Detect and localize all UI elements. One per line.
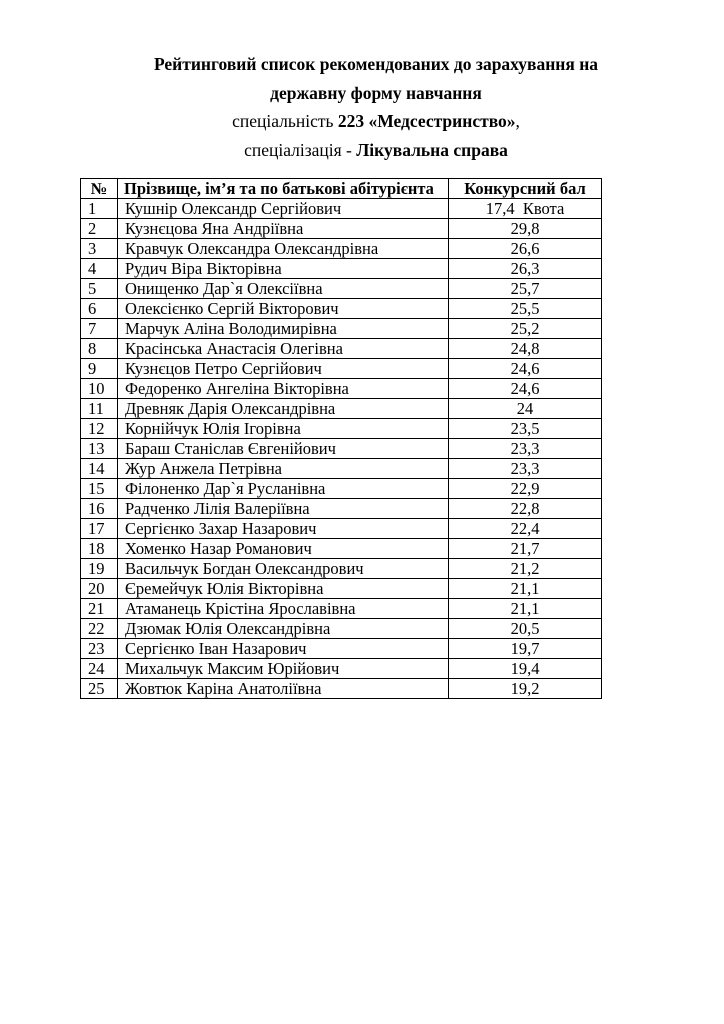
row-number: 14 bbox=[81, 459, 118, 479]
applicant-name: Атаманець Крістіна Ярославівна bbox=[118, 599, 449, 619]
table-row bbox=[81, 579, 602, 599]
row-number: 19 bbox=[81, 559, 118, 579]
row-number: 7 bbox=[81, 319, 118, 339]
competition-score: 22,4 bbox=[449, 519, 602, 539]
competition-score: 25,7 bbox=[449, 279, 602, 299]
applicant-name: Філоненко Дар`я Русланівна bbox=[118, 479, 449, 499]
table-header-row bbox=[81, 179, 602, 199]
table-row bbox=[81, 339, 602, 359]
applicant-name: Онищенко Дар`я Олексіївна bbox=[118, 279, 449, 299]
applicant-name: Жур Анжела Петрівна bbox=[118, 459, 449, 479]
applicant-name: Федоренко Ангеліна Вікторівна bbox=[118, 379, 449, 399]
table-row bbox=[81, 379, 602, 399]
applicant-name: Сергієнко Іван Назарович bbox=[118, 639, 449, 659]
table-row bbox=[81, 559, 602, 579]
applicant-name: Михальчук Максим Юрійович bbox=[118, 659, 449, 679]
title-line-3 bbox=[80, 107, 672, 136]
table-row bbox=[81, 519, 602, 539]
table-row bbox=[81, 219, 602, 239]
title-line-4 bbox=[80, 136, 672, 165]
row-number: 12 bbox=[81, 419, 118, 439]
row-number: 8 bbox=[81, 339, 118, 359]
applicant-name: Кушнір Олександр Сергійович bbox=[118, 199, 449, 219]
competition-score: 20,5 bbox=[449, 619, 602, 639]
title-line-2: державну форму навчання bbox=[270, 82, 482, 103]
applicant-name: Марчук Аліна Володимирівна bbox=[118, 319, 449, 339]
title-line-1: Рейтинговий список рекомендованих до зарахування на bbox=[153, 54, 599, 74]
table-row bbox=[81, 259, 602, 279]
row-number: 17 bbox=[81, 519, 118, 539]
row-number: 13 bbox=[81, 439, 118, 459]
column-header-name: Прізвище, ім’я та по батькові абітурієнта bbox=[118, 179, 449, 199]
table-row bbox=[81, 479, 602, 499]
row-number: 25 bbox=[81, 679, 118, 699]
row-number: 11 bbox=[81, 399, 118, 419]
competition-score: 24 bbox=[449, 399, 602, 419]
table-row bbox=[81, 639, 602, 659]
competition-score: 25,5 bbox=[449, 299, 602, 319]
competition-score: 24,6 bbox=[449, 359, 602, 379]
table-row bbox=[81, 439, 602, 459]
table-row bbox=[81, 279, 602, 299]
row-number: 24 bbox=[81, 659, 118, 679]
table-row bbox=[81, 679, 602, 699]
row-number: 23 bbox=[81, 639, 118, 659]
applicant-name: Васильчук Богдан Олександрович bbox=[118, 559, 449, 579]
specialization-label: спеціалізація - bbox=[244, 139, 357, 160]
specialty-comma: , bbox=[515, 111, 520, 131]
competition-score: 21,1 bbox=[449, 579, 602, 599]
applicant-name: Кравчук Олександра Олександрівна bbox=[118, 239, 449, 259]
row-number: 16 bbox=[81, 499, 118, 519]
applicant-name: Древняк Дарія Олександрівна bbox=[118, 399, 449, 419]
specialization-value: Лікувальна справа bbox=[356, 139, 508, 160]
row-number: 3 bbox=[81, 239, 118, 259]
competition-score: 21,7 bbox=[449, 539, 602, 559]
row-number: 10 bbox=[81, 379, 118, 399]
table-row bbox=[81, 359, 602, 379]
applicant-name: Єремейчук Юлія Вікторівна bbox=[118, 579, 449, 599]
row-number: 20 bbox=[81, 579, 118, 599]
table-row bbox=[81, 199, 602, 219]
competition-score: 22,8 bbox=[449, 499, 602, 519]
competition-score: 19,2 bbox=[449, 679, 602, 699]
row-number: 22 bbox=[81, 619, 118, 639]
row-number: 4 bbox=[81, 259, 118, 279]
applicant-name: Дзюмак Юлія Олександрівна bbox=[118, 619, 449, 639]
table-row bbox=[81, 659, 602, 679]
table-row bbox=[81, 239, 602, 259]
row-number: 21 bbox=[81, 599, 118, 619]
competition-score: 21,2 bbox=[449, 559, 602, 579]
competition-score: 23,3 bbox=[449, 439, 602, 459]
applicant-name: Корнійчук Юлія Ігорівна bbox=[118, 419, 449, 439]
column-header-score: Конкурсний бал bbox=[449, 179, 602, 199]
competition-score: 24,8 bbox=[449, 339, 602, 359]
applicant-name: Бараш Станіслав Євгенійович bbox=[118, 439, 449, 459]
row-number: 15 bbox=[81, 479, 118, 499]
table-row bbox=[81, 459, 602, 479]
applicant-name: Олексієнко Сергій Вікторович bbox=[118, 299, 449, 319]
table-row bbox=[81, 399, 602, 419]
table-row bbox=[81, 539, 602, 559]
ranking-table bbox=[80, 178, 602, 699]
row-number: 18 bbox=[81, 539, 118, 559]
competition-score: 25,2 bbox=[449, 319, 602, 339]
document-title bbox=[80, 50, 672, 164]
row-number: 9 bbox=[81, 359, 118, 379]
specialty-label: спеціальність bbox=[232, 111, 338, 131]
applicant-name: Красінська Анастасія Олегівна bbox=[118, 339, 449, 359]
row-number: 1 bbox=[81, 199, 118, 219]
row-number: 2 bbox=[81, 219, 118, 239]
competition-score: 17,4 Квота bbox=[449, 199, 602, 219]
applicant-name: Жовтюк Каріна Анатоліївна bbox=[118, 679, 449, 699]
applicant-name: Хоменко Назар Романович bbox=[118, 539, 449, 559]
table-row bbox=[81, 619, 602, 639]
applicant-name: Радченко Лілія Валеріївна bbox=[118, 499, 449, 519]
table-row bbox=[81, 419, 602, 439]
applicant-name: Кузнєцова Яна Андріївна bbox=[118, 219, 449, 239]
row-number: 5 bbox=[81, 279, 118, 299]
table-row bbox=[81, 499, 602, 519]
competition-score: 21,1 bbox=[449, 599, 602, 619]
row-number: 6 bbox=[81, 299, 118, 319]
applicant-name: Кузнєцов Петро Сергійович bbox=[118, 359, 449, 379]
competition-score: 29,8 bbox=[449, 219, 602, 239]
competition-score: 19,7 bbox=[449, 639, 602, 659]
competition-score: 19,4 bbox=[449, 659, 602, 679]
competition-score: 24,6 bbox=[449, 379, 602, 399]
competition-score: 22,9 bbox=[449, 479, 602, 499]
competition-score: 26,3 bbox=[449, 259, 602, 279]
table-row bbox=[81, 319, 602, 339]
applicant-name: Сергієнко Захар Назарович bbox=[118, 519, 449, 539]
competition-score: 26,6 bbox=[449, 239, 602, 259]
competition-score: 23,3 bbox=[449, 459, 602, 479]
specialty-value: 223 «Медсестринство» bbox=[337, 111, 516, 131]
column-header-number: № bbox=[81, 179, 118, 199]
competition-score: 23,5 bbox=[449, 419, 602, 439]
table-row bbox=[81, 599, 602, 619]
applicant-name: Рудич Віра Вікторівна bbox=[118, 259, 449, 279]
table-row bbox=[81, 299, 602, 319]
